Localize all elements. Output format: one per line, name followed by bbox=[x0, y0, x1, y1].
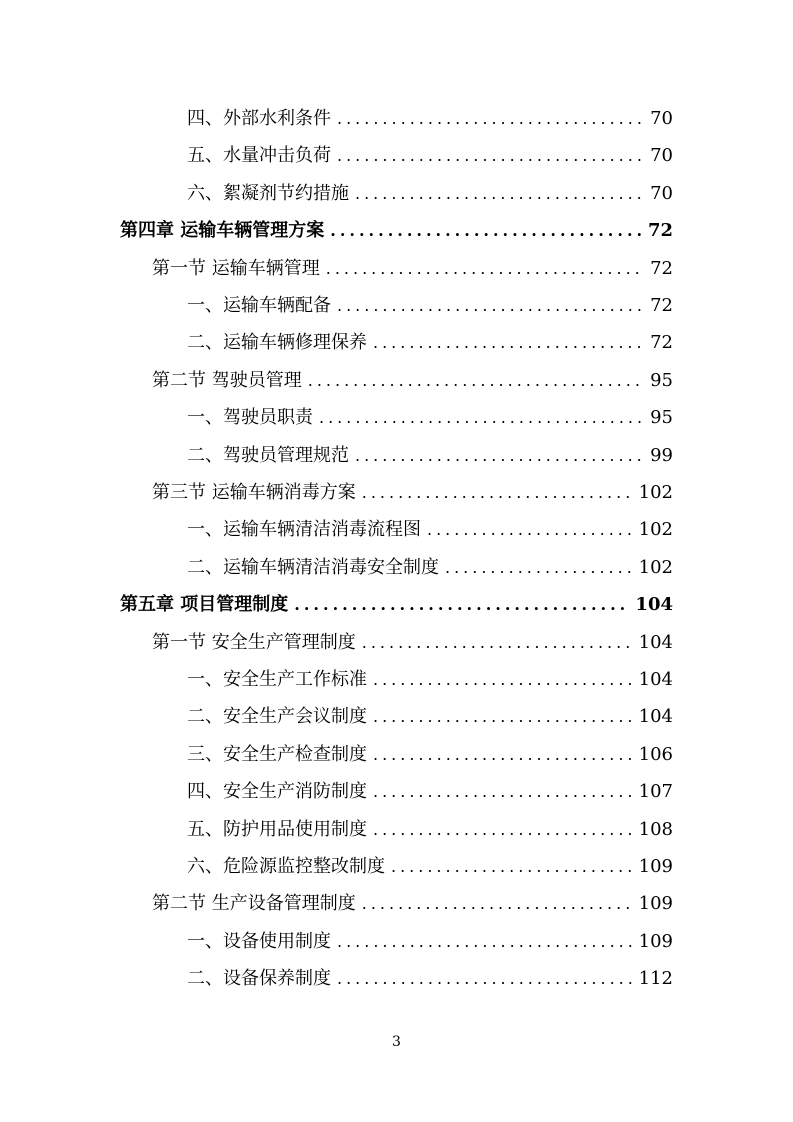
toc-entry-chapter[interactable] bbox=[120, 212, 673, 249]
toc-entry-page-number: 95 bbox=[650, 369, 673, 391]
toc-entry-title: 一、运输车辆配备 bbox=[187, 295, 331, 316]
toc-entry-title: 一、运输车辆清洁消毒流程图 bbox=[187, 519, 421, 541]
toc-entry-page-number: 72 bbox=[650, 332, 673, 354]
toc-dot-leader bbox=[373, 698, 633, 735]
toc-entry-section[interactable] bbox=[152, 624, 673, 661]
toc-dot-leader bbox=[445, 549, 633, 586]
toc-entry-item[interactable] bbox=[187, 100, 673, 137]
toc-dot-leader bbox=[362, 624, 633, 661]
toc-dot-leader bbox=[337, 287, 644, 324]
toc-entry-title: 一、安全生产工作标准 bbox=[187, 669, 367, 690]
toc-entry-item[interactable] bbox=[187, 287, 673, 324]
toc-entry-title: 第三节 运输车辆消毒方案 bbox=[152, 482, 356, 503]
toc-entry-item[interactable] bbox=[187, 698, 673, 735]
toc-dot-leader bbox=[337, 923, 633, 960]
toc-dot-leader bbox=[362, 474, 633, 511]
toc-dot-leader bbox=[319, 399, 644, 436]
toc-entry-title: 六、危险源监控整改制度 bbox=[187, 856, 385, 877]
toc-entry-item[interactable] bbox=[187, 549, 673, 586]
toc-dot-leader bbox=[308, 362, 644, 399]
toc-entry-page-number: 104 bbox=[638, 669, 673, 690]
toc-entry-title: 第一节 运输车辆管理 bbox=[152, 257, 320, 279]
toc-entry-title: 二、运输车辆清洁消毒安全制度 bbox=[187, 556, 439, 578]
toc-dot-leader bbox=[427, 511, 633, 548]
toc-entry-section[interactable] bbox=[152, 885, 673, 922]
toc-entry-page-number: 109 bbox=[638, 930, 673, 952]
toc-dot-leader bbox=[337, 137, 644, 174]
toc-entry-page-number: 112 bbox=[638, 968, 673, 990]
toc-entry-item[interactable] bbox=[187, 511, 673, 548]
toc-dot-leader bbox=[337, 100, 644, 137]
toc-entry-item[interactable] bbox=[187, 661, 673, 698]
toc-entry-page-number: 109 bbox=[638, 856, 673, 877]
toc-entry-title: 四、安全生产消防制度 bbox=[187, 781, 367, 803]
toc-dot-leader bbox=[355, 175, 644, 212]
toc-dot-leader bbox=[337, 960, 633, 997]
toc-entry-title: 五、防护用品使用制度 bbox=[187, 818, 367, 840]
toc-entry-item[interactable] bbox=[187, 848, 673, 885]
toc-entry-page-number: 104 bbox=[638, 706, 673, 728]
toc-entry-page-number: 102 bbox=[638, 519, 673, 541]
toc-entry-page-number: 104 bbox=[638, 631, 673, 653]
toc-entry-chapter[interactable] bbox=[120, 586, 673, 623]
toc-dot-leader bbox=[294, 586, 629, 623]
toc-dot-leader bbox=[330, 212, 642, 249]
toc-entry-title: 五、水量冲击负荷 bbox=[187, 145, 331, 167]
toc-entry-section[interactable] bbox=[152, 250, 673, 287]
toc-entry-item[interactable] bbox=[187, 923, 673, 960]
toc-dot-leader bbox=[355, 437, 644, 474]
toc-entry-section[interactable] bbox=[152, 362, 673, 399]
toc-entry-title: 一、设备使用制度 bbox=[187, 930, 331, 952]
toc-entry-page-number: 102 bbox=[638, 556, 673, 578]
toc-dot-leader bbox=[373, 773, 633, 810]
toc-entry-item[interactable] bbox=[187, 324, 673, 361]
toc-entry-page-number: 99 bbox=[650, 444, 673, 466]
toc-entry-item[interactable] bbox=[187, 736, 673, 773]
toc-entry-page-number: 106 bbox=[638, 743, 673, 765]
toc-entry-page-number: 102 bbox=[638, 482, 673, 503]
toc-entry-title: 二、驾驶员管理规范 bbox=[187, 444, 349, 466]
toc-entry-title: 第四章 运输车辆管理方案 bbox=[120, 220, 325, 242]
toc-entry-page-number: 104 bbox=[635, 594, 673, 616]
page-number: 3 bbox=[392, 1034, 401, 1050]
toc-entry-item[interactable] bbox=[187, 811, 673, 848]
toc-entry-section[interactable] bbox=[152, 474, 673, 511]
toc-entry-page-number: 95 bbox=[650, 407, 673, 429]
toc-entry-page-number: 70 bbox=[650, 145, 673, 167]
toc-entry-title: 第五章 项目管理制度 bbox=[120, 594, 289, 616]
toc-entry-item[interactable] bbox=[187, 960, 673, 997]
toc-entry-page-number: 108 bbox=[638, 818, 673, 840]
toc-entry-page-number: 72 bbox=[650, 295, 673, 316]
toc-entry-title: 第二节 驾驶员管理 bbox=[152, 369, 302, 391]
toc-dot-leader bbox=[373, 736, 633, 773]
toc-entry-item[interactable] bbox=[187, 399, 673, 436]
toc-dot-leader bbox=[373, 811, 633, 848]
toc-entry-page-number: 72 bbox=[647, 220, 673, 242]
toc-entry-title: 六、絮凝剂节约措施 bbox=[187, 182, 349, 204]
toc-entry-page-number: 109 bbox=[638, 893, 673, 915]
toc-entry-title: 二、运输车辆修理保养 bbox=[187, 332, 367, 354]
toc-entry-page-number: 72 bbox=[650, 257, 673, 279]
toc-dot-leader bbox=[326, 250, 644, 287]
toc-entry-title: 第一节 安全生产管理制度 bbox=[152, 631, 356, 653]
toc-dot-leader bbox=[391, 848, 633, 885]
toc-entry-page-number: 70 bbox=[650, 182, 673, 204]
toc-dot-leader bbox=[362, 885, 633, 922]
toc-entry-item[interactable] bbox=[187, 437, 673, 474]
toc-entry-page-number: 107 bbox=[638, 781, 673, 803]
toc-dot-leader bbox=[373, 661, 633, 698]
toc-entry-item[interactable] bbox=[187, 175, 673, 212]
toc-entry-item[interactable] bbox=[187, 137, 673, 174]
toc-dot-leader bbox=[373, 324, 644, 361]
toc-entry-title: 一、驾驶员职责 bbox=[187, 407, 313, 429]
toc-entry-title: 第二节 生产设备管理制度 bbox=[152, 893, 356, 915]
toc-entry-item[interactable] bbox=[187, 773, 673, 810]
toc-entry-title: 四、外部水利条件 bbox=[187, 108, 331, 129]
toc-entry-title: 二、安全生产会议制度 bbox=[187, 706, 367, 728]
toc-entry-title: 二、设备保养制度 bbox=[187, 968, 331, 990]
toc-entry-title: 三、安全生产检查制度 bbox=[187, 743, 367, 765]
toc-entry-page-number: 70 bbox=[650, 108, 673, 129]
